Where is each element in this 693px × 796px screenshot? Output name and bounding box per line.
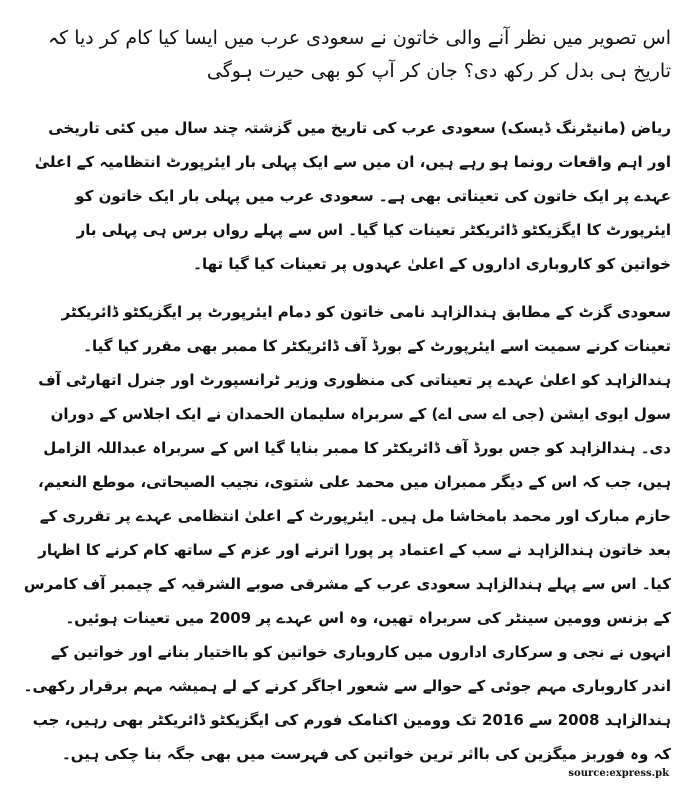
article-headline: اس تصویر میں نظر آنے والی خاتون نے سعودی عرب میں ایسا کیا کام کر دیا کہ تاریخ ہی بدل کر رکھ دی؟ جان کر آپ کو بھی حیرت ہوگی [47,27,671,82]
article-paragraph-body: سعودی گزٹ کے مطابق ہندالزاہد نامی خاتون کو دمام ایئرپورٹ پر ایگزیکٹو ڈائریکٹر تعینات کرنے سمیت اسے ایئرپورٹ کے بورڈ آف ڈائریکٹر کا ممبر بھی مقرر کیا گیا۔ ہندالزاہد کو اعلیٰ عہدے پر تعیناتی کی منظوری وزیر ٹرانسپورٹ اور جنرل اتھارٹی آف سول ایوی ایشن (جی اے سی اے) کے سربراہ سلیمان الحمدان نے ایک اجلاس کے دوران دی۔ ہندالزاہد کو جس بورڈ آف ڈائریکٹر کا ممبر بنایا گیا اس کے سربراہ عبداللہ الزامل ہیں، جب کہ اس کے دیگر ممبران میں محمد علی شتوی، نجیب الصیحاتی، موطع النعیم، حازم مبارک اور محمد بامخاشا مل ہیں۔ ایئرپورٹ کے اعلیٰ انتظامی عہدے پر تقرری کے بعد خاتون ہندالزاہد نے سب کے اعتماد پر پورا اترنے اور عزم کے ساتھ کام کرنے کا اظہار کیا۔ اس سے پہلے ہندالزاہد سعودی عرب کے مشرقی صوبے الشرقیہ کے چیمبر آف کامرس کے بزنس وومین سینٹر کی سربراہ تھیں، وہ اس عہدے پر 2009 میں تعینات ہوئیں۔ انہوں نے نجی و سرکاری اداروں میں کاروباری خواتین کو بااختیار بنانے اور خواتین کے اندر کاروباری مہم جوئی کے حوالے سے شعور اجاگر کرنے کے لے ہمیشہ مہم برقرار رکھی۔ ہندالزاہد 2008 سے 2016 تک وومین اکنامک فورم کی ایگزیکٹو ڈائریکٹر بھی رہیں، جب کہ وہ فوربز میگزین کی بااثر ترین خواتین کی فہرست میں بھی جگہ بنا چکی ہیں۔ [23,303,671,763]
article-paragraph-intro: ریاض (مانیٹرنگ ڈیسک) سعودی عرب کی تاریخ میں گزشتہ چند سال میں کئی تاریخی اور اہم واقعات رونما ہو رہے ہیں، ان میں سے ایک پہلی بار ایئرپورٹ انتظامیہ کے اعلیٰ عہدے پر ایک خاتون کی تعیناتی بھی ہے۔ سعودی عرب میں پہلی بار ایک خاتون کو ایئرپورٹ کا ایگزیکٹو ڈائریکٹر تعینات کیا گیا۔ اس سے پہلے رواں برس ہی پہلی بار خواتین کو کاروباری اداروں کے اعلیٰ عہدوں پر تعینات کیا گیا تھا۔ [34,119,671,273]
source-credit: source:express.pk [568,768,669,779]
